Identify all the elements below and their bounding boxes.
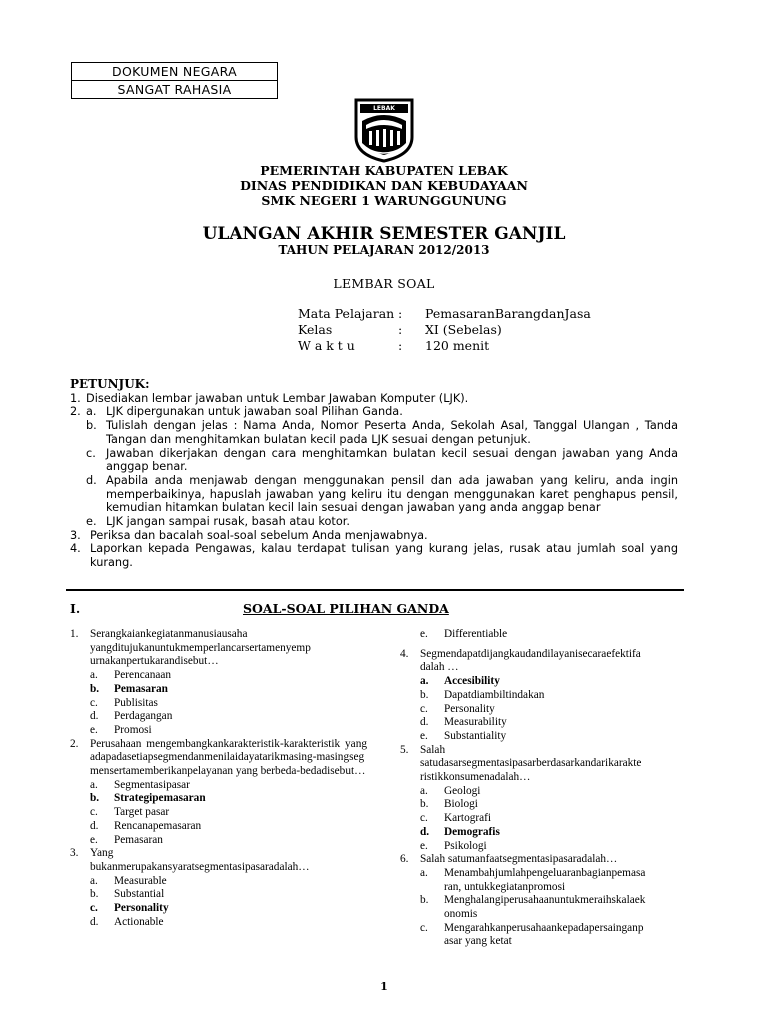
question-text: Serangkaiankegiatanmanusiausaha: [90, 628, 248, 640]
option-text: Segmentasipasar: [114, 778, 190, 791]
question-text: urnakanpertukarandisebut…: [90, 655, 219, 668]
answer-option: [400, 703, 697, 717]
question-text: Salah satumanfaatsegmentasipasaradalah…: [420, 853, 618, 866]
option-letter: a.: [90, 669, 98, 682]
question: [70, 628, 367, 669]
option-letter: d.: [420, 825, 430, 838]
item-text: Periksa dan bacalah soal-soal sebelum Anda menjawabnya.: [90, 528, 428, 542]
answer-option-key: [70, 792, 367, 806]
option-text: Differentiable: [444, 628, 508, 640]
option-text: Actionable: [114, 915, 164, 928]
answer-option-key: [400, 826, 697, 840]
instruction-item: [70, 529, 678, 543]
item-number: 3.: [70, 528, 81, 542]
option-text: Menambahjumlahpengeluaranbagianpemasa: [444, 866, 646, 879]
option-letter: b.: [90, 792, 100, 805]
option-letter: b.: [90, 888, 99, 901]
option-text: Psikologi: [444, 839, 487, 852]
option-letter: e.: [90, 723, 98, 736]
option-letter: d.: [90, 915, 99, 928]
item-number: 1.: [70, 391, 81, 405]
item-letter: c.: [86, 446, 96, 460]
info-sep: :: [398, 338, 403, 353]
answer-option: [400, 785, 697, 799]
option-text: Mengarahkanperusahaankepadapersainganp: [444, 921, 644, 934]
option-text: Substantiality: [444, 729, 507, 742]
option-letter: c.: [420, 812, 428, 825]
answer-option: [70, 820, 367, 834]
question-number: 3.: [70, 847, 79, 860]
question: [70, 738, 367, 779]
item-letter: b.: [86, 419, 97, 433]
option-text: Perdagangan: [114, 710, 173, 723]
answer-option: [70, 710, 367, 724]
answer-option: [70, 875, 367, 889]
option-text: Target pasar: [114, 806, 170, 819]
item-text: LJK jangan sampai rusak, basah atau kotor.: [106, 515, 350, 529]
academic-year: TAHUN PELAJARAN 2012/2013: [278, 243, 490, 257]
exam-info: [298, 306, 591, 354]
question: [400, 744, 697, 785]
question: [70, 847, 367, 874]
answer-option: [400, 867, 697, 894]
classification-line: DOKUMEN NEGARA: [112, 64, 237, 79]
option-letter: b.: [420, 894, 429, 907]
answer-option-key: [400, 675, 697, 689]
answer-option: [400, 730, 697, 744]
item-text: Tulislah dengan jelas : Nama Anda, Nomor Peserta Anda, Sekolah Asal, Tanggal Ulangan , Tanda Tangan dan menghitamkan bulatan kecil pada LJK sesuai dengan petunjuk.: [106, 419, 678, 446]
option-text: Substantial: [114, 888, 165, 901]
item-number: 4.: [70, 542, 81, 556]
instruction-item: [70, 392, 678, 406]
item-text: Apabila anda menjawab dengan menggunakan pensil dan ada jawaban yang keliru, anda ingin memperbaikinya, hapuslah jawaban yang keliru itu dengan menggunakan karet penghapus pensil, kemudian hitamkan bulatan kecil lain sesuai dengan jawaban yang anda anggap benar: [106, 473, 678, 515]
option-text: Personality: [444, 702, 495, 715]
answer-option: [400, 894, 697, 921]
answer-option-key: [70, 683, 367, 697]
question-number: 1.: [70, 628, 79, 640]
question-number: 5.: [400, 743, 409, 756]
answer-option: [70, 916, 367, 930]
info-row: [298, 306, 591, 322]
option-letter: e.: [420, 729, 428, 742]
question-text: ristikkonsumenadalah…: [420, 771, 531, 784]
item-letter: a.: [86, 405, 97, 419]
org-line: SMK NEGERI 1 WARUNGGUNUNG: [261, 193, 507, 208]
instruction-subitem: [70, 447, 678, 474]
classification-box: [71, 62, 278, 99]
answer-option: [70, 779, 367, 793]
option-text: Pemasaran: [114, 682, 168, 695]
org-line: DINAS PENDIDIKAN DAN KEBUDAYAAN: [240, 178, 528, 193]
item-text: LJK dipergunakan untuk jawaban soal Pilihan Ganda.: [106, 405, 403, 419]
page-number: 1: [380, 980, 388, 993]
option-letter: e.: [420, 839, 428, 852]
option-letter: c.: [90, 806, 98, 819]
question-text: Perusahaan mengembangkankarakteristik-karakteristik yang adapadasetiapsegmendanmenilaidayatarikmasing-masingsegmensertamemberikanpelayanan yang berbeda-bedadisebut…: [90, 737, 367, 778]
question: [400, 853, 697, 867]
option-letter: c.: [90, 696, 98, 709]
option-text: Dapatdiambiltindakan: [444, 688, 545, 701]
sheet-title: LEMBAR SOAL: [333, 276, 435, 291]
option-letter: e.: [90, 833, 98, 846]
option-text: Perencanaan: [114, 669, 172, 682]
option-letter: a.: [420, 675, 429, 688]
info-value: 120 menit: [425, 338, 490, 353]
question-number: 4.: [400, 647, 409, 660]
option-text: Pemasaran: [114, 833, 163, 846]
question-text: dalah …: [420, 661, 459, 674]
question: [400, 648, 697, 675]
org-line: PEMERINTAH KABUPATEN LEBAK: [260, 163, 508, 178]
answer-option: [400, 716, 697, 730]
answer-option: [400, 798, 697, 812]
info-value: PemasaranBarangdanJasa: [425, 306, 591, 321]
answer-option: [70, 888, 367, 902]
option-text: Biologi: [444, 798, 478, 811]
option-text: ran, untukkegiatanpromosi: [444, 880, 566, 893]
option-text: Measurability: [444, 716, 507, 729]
option-text: Rencanapemasaran: [114, 819, 202, 832]
answer-option: [70, 669, 367, 683]
option-letter: a.: [420, 784, 428, 797]
option-letter: e.: [420, 628, 428, 640]
option-letter: c.: [420, 921, 428, 934]
instructions: [70, 378, 678, 570]
instructions-title: PETUNJUK:: [70, 377, 150, 391]
option-letter: b.: [90, 682, 100, 695]
option-text: Publisitas: [114, 696, 158, 709]
option-text: onomis: [444, 908, 478, 921]
item-number: 2.: [70, 405, 81, 419]
option-letter: b.: [420, 688, 429, 701]
option-text: Kartografi: [444, 812, 492, 825]
exam-title: ULANGAN AKHIR SEMESTER GANJIL: [202, 224, 566, 244]
answer-option-key: [70, 902, 367, 916]
classification-line: SANGAT RAHASIA: [72, 80, 277, 98]
info-sep: :: [398, 306, 403, 321]
question-text: Salah: [420, 743, 446, 756]
info-key: W a k t u: [298, 338, 355, 353]
question-text: Yang: [90, 847, 114, 860]
option-text: Menghalangiperusahaanuntukmeraihskalaek: [444, 894, 646, 907]
answer-option: [400, 689, 697, 703]
option-letter: d.: [90, 710, 99, 723]
answer-option: [400, 840, 697, 854]
option-letter: d.: [90, 819, 99, 832]
answer-option: [400, 812, 697, 826]
info-sep: :: [398, 322, 403, 337]
option-letter: a.: [90, 778, 98, 791]
instruction-subitem: [70, 474, 678, 515]
option-text: Geologi: [444, 784, 481, 797]
crest-label: LEBAK: [373, 105, 395, 112]
option-letter: b.: [420, 798, 429, 811]
answer-option: [70, 697, 367, 711]
answer-option: [70, 724, 367, 738]
info-row: [298, 338, 591, 354]
item-letter: e.: [86, 515, 97, 529]
item-text: Laporkan kepada Pengawas, kalau terdapat tulisan yang kurang jelas, rusak atau jumlah soal yang kurang.: [90, 542, 678, 570]
section-divider: [66, 589, 684, 591]
option-letter: a.: [420, 866, 428, 879]
regency-crest-icon: [352, 97, 416, 163]
answer-option: [70, 806, 367, 820]
option-text: asar yang ketat: [444, 935, 512, 948]
answer-option: [400, 922, 697, 949]
option-letter: c.: [420, 702, 428, 715]
instruction-item: [70, 405, 678, 419]
questions-right-column: [400, 628, 697, 949]
option-letter: a.: [90, 874, 98, 887]
question-number: 2.: [70, 737, 79, 750]
info-value: XI (Sebelas): [425, 322, 502, 337]
info-key: Mata Pelajaran: [298, 306, 395, 321]
option-text: Strategipemasaran: [114, 792, 206, 805]
instruction-subitem: [70, 515, 678, 529]
option-letter: d.: [420, 716, 429, 729]
instruction-subitem: [70, 419, 678, 446]
option-text: Demografis: [444, 825, 500, 838]
option-text: Promosi: [114, 723, 152, 736]
info-row: [298, 322, 591, 338]
option-text: Measurable: [114, 874, 167, 887]
info-key: Kelas: [298, 322, 333, 337]
questions-left-column: [70, 628, 367, 929]
question-text: Segmendapatdijangkaudandilayanisecaraefektifa: [420, 647, 641, 660]
question-text: satudasarsegmentasipasarberdasarkandarikarakte: [420, 757, 642, 770]
question-text: yangditujukanuntukmemperlancarsertamenyemp: [90, 641, 311, 654]
item-text: Jawaban dikerjakan dengan cara menghitamkan bulatan kecil sesuai dengan jawaban yang Anda anggap benar.: [106, 446, 678, 474]
option-text: Personality: [114, 902, 169, 915]
option-letter: c.: [90, 902, 98, 915]
instruction-item: [70, 542, 678, 569]
question-number: 6.: [400, 853, 409, 866]
option-text: Accesibility: [444, 675, 500, 688]
answer-option: [70, 834, 367, 848]
answer-option: [400, 628, 697, 642]
item-letter: d.: [86, 473, 97, 487]
question-text: bukanmerupakansyaratsegmentasipasaradalah…: [90, 860, 310, 873]
section-title: SOAL-SOAL PILIHAN GANDA: [243, 601, 449, 616]
item-text: Disediakan lembar jawaban untuk Lembar Jawaban Komputer (LJK).: [86, 391, 469, 405]
section-number: I.: [70, 601, 81, 616]
